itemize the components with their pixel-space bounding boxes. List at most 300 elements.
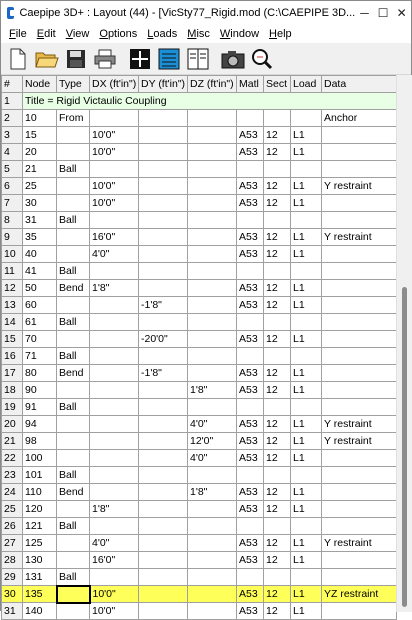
matl-cell[interactable]: A53 (237, 416, 264, 433)
node-cell[interactable]: 91 (23, 399, 57, 416)
sect-cell[interactable]: 12 (264, 246, 291, 263)
node-cell[interactable]: 98 (23, 433, 57, 450)
type-cell[interactable] (57, 178, 90, 195)
column-header[interactable]: DY (ft'in") (139, 76, 188, 93)
dx-cell[interactable] (90, 382, 139, 399)
matl-cell[interactable] (237, 569, 264, 586)
dz-cell[interactable] (188, 399, 237, 416)
matl-cell[interactable] (237, 518, 264, 535)
menu-item[interactable]: Loads (147, 28, 178, 40)
table-row[interactable] (2, 297, 397, 314)
load-cell[interactable] (291, 212, 322, 229)
load-cell[interactable]: L1 (291, 484, 322, 501)
row-number[interactable]: 29 (2, 569, 23, 586)
node-cell[interactable]: 30 (23, 195, 57, 212)
data-cell[interactable] (322, 263, 397, 280)
sect-cell[interactable]: 12 (264, 501, 291, 518)
row-number[interactable]: 20 (2, 416, 23, 433)
dx-cell[interactable] (90, 263, 139, 280)
row-number[interactable]: 9 (2, 229, 23, 246)
data-cell[interactable]: Y restraint (322, 433, 397, 450)
load-cell[interactable]: L1 (291, 127, 322, 144)
row-number[interactable]: 18 (2, 382, 23, 399)
dx-cell[interactable]: 4'0" (90, 535, 139, 552)
node-cell[interactable]: 21 (23, 161, 57, 178)
dy-cell[interactable] (139, 212, 188, 229)
node-cell[interactable]: 140 (23, 603, 57, 620)
node-cell[interactable]: 120 (23, 501, 57, 518)
row-number[interactable]: 17 (2, 365, 23, 382)
minimize-button[interactable]: ─ (360, 6, 369, 20)
data-cell[interactable] (322, 501, 397, 518)
matl-cell[interactable] (237, 314, 264, 331)
dz-cell[interactable] (188, 586, 237, 603)
type-cell[interactable]: From (57, 110, 90, 127)
matl-cell[interactable] (237, 212, 264, 229)
dy-cell[interactable] (139, 484, 188, 501)
dz-cell[interactable] (188, 603, 237, 620)
sect-cell[interactable]: 12 (264, 603, 291, 620)
node-cell[interactable]: 15 (23, 127, 57, 144)
type-cell[interactable] (57, 246, 90, 263)
sect-cell[interactable] (264, 212, 291, 229)
type-cell[interactable]: Ball (57, 314, 90, 331)
dz-cell[interactable] (188, 297, 237, 314)
node-cell[interactable]: 90 (23, 382, 57, 399)
node-cell[interactable]: 25 (23, 178, 57, 195)
dx-cell[interactable]: 16'0" (90, 552, 139, 569)
dy-cell[interactable] (139, 399, 188, 416)
type-cell[interactable] (57, 144, 90, 161)
type-cell[interactable] (57, 229, 90, 246)
dz-cell[interactable] (188, 348, 237, 365)
row-number[interactable]: 25 (2, 501, 23, 518)
dy-cell[interactable] (139, 144, 188, 161)
load-cell[interactable]: L1 (291, 195, 322, 212)
dy-cell[interactable] (139, 110, 188, 127)
model-title[interactable]: Title = Rigid Victaulic Coupling (23, 93, 397, 110)
load-cell[interactable] (291, 467, 322, 484)
row-number[interactable]: 13 (2, 297, 23, 314)
matl-cell[interactable]: A53 (237, 552, 264, 569)
matl-cell[interactable]: A53 (237, 365, 264, 382)
dx-cell[interactable] (90, 297, 139, 314)
sect-cell[interactable]: 12 (264, 127, 291, 144)
dx-cell[interactable]: 4'0" (90, 246, 139, 263)
row-number[interactable]: 22 (2, 450, 23, 467)
dy-cell[interactable] (139, 246, 188, 263)
dx-cell[interactable] (90, 212, 139, 229)
load-cell[interactable]: L1 (291, 416, 322, 433)
data-cell[interactable] (322, 144, 397, 161)
dy-cell[interactable] (139, 450, 188, 467)
matl-cell[interactable]: A53 (237, 246, 264, 263)
data-cell[interactable] (322, 348, 397, 365)
node-cell[interactable]: 70 (23, 331, 57, 348)
type-cell[interactable] (57, 535, 90, 552)
dz-cell[interactable] (188, 178, 237, 195)
sect-cell[interactable] (264, 110, 291, 127)
sect-cell[interactable]: 12 (264, 331, 291, 348)
load-cell[interactable]: L1 (291, 144, 322, 161)
dx-cell[interactable] (90, 484, 139, 501)
table-row[interactable] (2, 195, 397, 212)
menu-item[interactable]: Misc (187, 28, 210, 40)
dz-cell[interactable] (188, 552, 237, 569)
matl-cell[interactable] (237, 110, 264, 127)
row-number[interactable]: 6 (2, 178, 23, 195)
node-cell[interactable]: 110 (23, 484, 57, 501)
type-cell[interactable]: Ball (57, 467, 90, 484)
type-cell[interactable] (57, 433, 90, 450)
matl-cell[interactable]: A53 (237, 178, 264, 195)
table-row[interactable] (2, 433, 397, 450)
dz-cell[interactable] (188, 161, 237, 178)
row-number[interactable]: 26 (2, 518, 23, 535)
dx-cell[interactable] (90, 467, 139, 484)
title-row[interactable] (2, 93, 397, 110)
data-cell[interactable] (322, 331, 397, 348)
column-header[interactable]: Type (57, 76, 90, 93)
column-header[interactable]: Load (291, 76, 322, 93)
node-cell[interactable]: 94 (23, 416, 57, 433)
data-cell[interactable] (322, 484, 397, 501)
print-icon[interactable] (92, 46, 118, 72)
data-cell[interactable] (322, 603, 397, 620)
table-row[interactable] (2, 416, 397, 433)
dy-cell[interactable] (139, 161, 188, 178)
sect-cell[interactable] (264, 263, 291, 280)
dz-cell[interactable]: 12'0" (188, 433, 237, 450)
menu-item[interactable]: File (9, 28, 27, 40)
dz-cell[interactable] (188, 535, 237, 552)
load-cell[interactable]: L1 (291, 331, 322, 348)
sect-cell[interactable]: 12 (264, 433, 291, 450)
dx-cell[interactable] (90, 161, 139, 178)
row-number[interactable]: 3 (2, 127, 23, 144)
data-cell[interactable] (322, 518, 397, 535)
dz-cell[interactable] (188, 331, 237, 348)
dx-cell[interactable]: 16'0" (90, 229, 139, 246)
load-cell[interactable] (291, 569, 322, 586)
dy-cell[interactable] (139, 535, 188, 552)
dz-cell[interactable] (188, 110, 237, 127)
table-row[interactable] (2, 263, 397, 280)
matl-cell[interactable]: A53 (237, 280, 264, 297)
table-row[interactable] (2, 127, 397, 144)
type-cell[interactable] (57, 586, 90, 603)
node-cell[interactable]: 35 (23, 229, 57, 246)
data-cell[interactable]: Y restraint (322, 535, 397, 552)
sect-cell[interactable] (264, 314, 291, 331)
dy-cell[interactable] (139, 467, 188, 484)
data-cell[interactable] (322, 127, 397, 144)
load-cell[interactable]: L1 (291, 501, 322, 518)
menu-item[interactable]: Options (99, 28, 138, 40)
menu-item[interactable]: Edit (36, 28, 56, 40)
type-cell[interactable]: Ball (57, 161, 90, 178)
row-number[interactable]: 27 (2, 535, 23, 552)
sect-cell[interactable]: 12 (264, 365, 291, 382)
node-cell[interactable]: 135 (23, 586, 57, 603)
table-row[interactable] (2, 144, 397, 161)
row-number[interactable]: 10 (2, 246, 23, 263)
save-icon[interactable] (63, 46, 89, 72)
row-number[interactable]: 24 (2, 484, 23, 501)
row-number[interactable]: 28 (2, 552, 23, 569)
node-cell[interactable]: 60 (23, 297, 57, 314)
dx-cell[interactable] (90, 365, 139, 382)
sect-cell[interactable]: 12 (264, 178, 291, 195)
load-cell[interactable] (291, 314, 322, 331)
dz-cell[interactable]: 1'8" (188, 382, 237, 399)
dx-cell[interactable]: 10'0" (90, 178, 139, 195)
load-cell[interactable] (291, 263, 322, 280)
matl-cell[interactable]: A53 (237, 297, 264, 314)
column-header[interactable]: Matl (237, 76, 264, 93)
row-number[interactable]: 11 (2, 263, 23, 280)
data-cell[interactable] (322, 297, 397, 314)
dy-cell[interactable] (139, 195, 188, 212)
dz-cell[interactable] (188, 195, 237, 212)
type-cell[interactable]: Ball (57, 569, 90, 586)
dx-cell[interactable]: 10'0" (90, 195, 139, 212)
row-number[interactable]: 21 (2, 433, 23, 450)
dx-cell[interactable] (90, 569, 139, 586)
table-row[interactable] (2, 161, 397, 178)
dx-cell[interactable] (90, 433, 139, 450)
sect-cell[interactable]: 12 (264, 484, 291, 501)
node-cell[interactable]: 131 (23, 569, 57, 586)
type-cell[interactable]: Ball (57, 263, 90, 280)
node-cell[interactable]: 40 (23, 246, 57, 263)
load-cell[interactable] (291, 518, 322, 535)
dy-cell[interactable] (139, 569, 188, 586)
node-cell[interactable]: 10 (23, 110, 57, 127)
data-cell[interactable] (322, 195, 397, 212)
sect-cell[interactable] (264, 467, 291, 484)
dy-cell[interactable] (139, 280, 188, 297)
table-row[interactable] (2, 365, 397, 382)
dy-cell[interactable]: -20'0" (139, 331, 188, 348)
matl-cell[interactable] (237, 263, 264, 280)
table-row[interactable] (2, 535, 397, 552)
data-cell[interactable] (322, 552, 397, 569)
dx-cell[interactable]: 1'8" (90, 501, 139, 518)
dy-cell[interactable]: -1'8" (139, 365, 188, 382)
table-row[interactable] (2, 603, 397, 620)
dz-cell[interactable] (188, 280, 237, 297)
matl-cell[interactable]: A53 (237, 535, 264, 552)
table-row[interactable] (2, 399, 397, 416)
table-row[interactable] (2, 484, 397, 501)
matl-cell[interactable]: A53 (237, 501, 264, 518)
row-number[interactable]: 1 (2, 93, 23, 110)
dz-cell[interactable] (188, 144, 237, 161)
dx-cell[interactable] (90, 416, 139, 433)
dy-cell[interactable] (139, 603, 188, 620)
sect-cell[interactable] (264, 399, 291, 416)
dz-cell[interactable] (188, 127, 237, 144)
type-cell[interactable] (57, 450, 90, 467)
row-number[interactable]: 2 (2, 110, 23, 127)
sect-cell[interactable]: 12 (264, 195, 291, 212)
table-row[interactable] (2, 314, 397, 331)
node-cell[interactable]: 80 (23, 365, 57, 382)
dz-cell[interactable] (188, 518, 237, 535)
load-cell[interactable]: L1 (291, 365, 322, 382)
table-row[interactable] (2, 586, 397, 603)
matl-cell[interactable]: A53 (237, 195, 264, 212)
dy-cell[interactable]: -1'8" (139, 297, 188, 314)
data-cell[interactable] (322, 365, 397, 382)
data-cell[interactable] (322, 212, 397, 229)
matl-cell[interactable]: A53 (237, 433, 264, 450)
menu-item[interactable]: Help (269, 28, 292, 40)
matl-cell[interactable] (237, 399, 264, 416)
dx-cell[interactable] (90, 314, 139, 331)
data-cell[interactable] (322, 314, 397, 331)
load-cell[interactable]: L1 (291, 450, 322, 467)
node-cell[interactable]: 41 (23, 263, 57, 280)
type-cell[interactable]: Ball (57, 518, 90, 535)
dx-cell[interactable] (90, 331, 139, 348)
node-cell[interactable]: 71 (23, 348, 57, 365)
dy-cell[interactable] (139, 178, 188, 195)
node-cell[interactable]: 130 (23, 552, 57, 569)
dy-cell[interactable] (139, 501, 188, 518)
dz-cell[interactable] (188, 212, 237, 229)
sect-cell[interactable]: 12 (264, 144, 291, 161)
node-cell[interactable]: 50 (23, 280, 57, 297)
row-number[interactable]: 8 (2, 212, 23, 229)
dy-cell[interactable] (139, 263, 188, 280)
column-header[interactable]: DZ (ft'in") (188, 76, 237, 93)
type-cell[interactable]: Ball (57, 399, 90, 416)
dx-cell[interactable] (90, 450, 139, 467)
dx-cell[interactable]: 10'0" (90, 127, 139, 144)
matl-cell[interactable]: A53 (237, 144, 264, 161)
table-row[interactable] (2, 331, 397, 348)
type-cell[interactable]: Bend (57, 365, 90, 382)
sect-cell[interactable] (264, 569, 291, 586)
type-cell[interactable] (57, 552, 90, 569)
node-cell[interactable]: 61 (23, 314, 57, 331)
column-header[interactable]: Node (23, 76, 57, 93)
load-cell[interactable] (291, 110, 322, 127)
row-number[interactable]: 19 (2, 399, 23, 416)
table-row[interactable] (2, 450, 397, 467)
row-number[interactable]: 5 (2, 161, 23, 178)
sect-cell[interactable]: 12 (264, 450, 291, 467)
dx-cell[interactable]: 1'8" (90, 280, 139, 297)
table-row[interactable] (2, 229, 397, 246)
table-row[interactable] (2, 382, 397, 399)
node-cell[interactable]: 101 (23, 467, 57, 484)
dy-cell[interactable] (139, 586, 188, 603)
matl-cell[interactable]: A53 (237, 603, 264, 620)
table-row[interactable] (2, 110, 397, 127)
data-cell[interactable] (322, 161, 397, 178)
sect-cell[interactable]: 12 (264, 297, 291, 314)
dx-cell[interactable] (90, 399, 139, 416)
dz-cell[interactable]: 4'0" (188, 416, 237, 433)
type-cell[interactable] (57, 382, 90, 399)
type-cell[interactable]: Bend (57, 484, 90, 501)
data-cell[interactable] (322, 569, 397, 586)
node-cell[interactable]: 121 (23, 518, 57, 535)
column-header[interactable]: # (2, 76, 23, 93)
matl-cell[interactable] (237, 467, 264, 484)
type-cell[interactable] (57, 331, 90, 348)
load-cell[interactable]: L1 (291, 178, 322, 195)
load-cell[interactable]: L1 (291, 297, 322, 314)
dz-cell[interactable] (188, 501, 237, 518)
table-row[interactable] (2, 348, 397, 365)
row-number[interactable]: 31 (2, 603, 23, 620)
load-cell[interactable]: L1 (291, 586, 322, 603)
menu-item[interactable]: View (65, 28, 90, 40)
matl-cell[interactable]: A53 (237, 229, 264, 246)
column-header[interactable]: Data (322, 76, 397, 93)
list-view-icon[interactable] (156, 46, 182, 72)
load-cell[interactable]: L1 (291, 246, 322, 263)
node-cell[interactable]: 125 (23, 535, 57, 552)
row-number[interactable]: 14 (2, 314, 23, 331)
matl-cell[interactable]: A53 (237, 127, 264, 144)
data-cell[interactable] (322, 399, 397, 416)
data-cell[interactable]: Y restraint (322, 416, 397, 433)
sect-cell[interactable]: 12 (264, 552, 291, 569)
sect-cell[interactable]: 12 (264, 586, 291, 603)
row-number[interactable]: 30 (2, 586, 23, 603)
table-row[interactable] (2, 467, 397, 484)
table-row[interactable] (2, 212, 397, 229)
matl-cell[interactable] (237, 348, 264, 365)
data-cell[interactable]: Anchor (322, 110, 397, 127)
table-row[interactable] (2, 178, 397, 195)
type-cell[interactable]: Ball (57, 212, 90, 229)
dz-cell[interactable] (188, 569, 237, 586)
matl-cell[interactable]: A53 (237, 450, 264, 467)
data-cell[interactable] (322, 450, 397, 467)
dx-cell[interactable]: 10'0" (90, 586, 139, 603)
dx-cell[interactable] (90, 518, 139, 535)
table-row[interactable] (2, 569, 397, 586)
column-header[interactable]: DX (ft'in") (90, 76, 139, 93)
dz-cell[interactable]: 1'8" (188, 484, 237, 501)
row-number[interactable]: 23 (2, 467, 23, 484)
matl-cell[interactable]: A53 (237, 484, 264, 501)
dx-cell[interactable] (90, 348, 139, 365)
row-number[interactable]: 4 (2, 144, 23, 161)
sect-cell[interactable]: 12 (264, 416, 291, 433)
dx-cell[interactable]: 10'0" (90, 603, 139, 620)
row-number[interactable]: 7 (2, 195, 23, 212)
load-cell[interactable]: L1 (291, 535, 322, 552)
type-cell[interactable] (57, 195, 90, 212)
layout-grid-icon[interactable] (127, 46, 153, 72)
camera-icon[interactable] (220, 46, 246, 72)
data-cell[interactable]: Y restraint (322, 178, 397, 195)
data-cell[interactable]: Y restraint (322, 229, 397, 246)
load-cell[interactable]: L1 (291, 382, 322, 399)
dy-cell[interactable] (139, 348, 188, 365)
load-cell[interactable]: L1 (291, 280, 322, 297)
load-cell[interactable]: L1 (291, 229, 322, 246)
dz-cell[interactable] (188, 263, 237, 280)
table-row[interactable] (2, 246, 397, 263)
